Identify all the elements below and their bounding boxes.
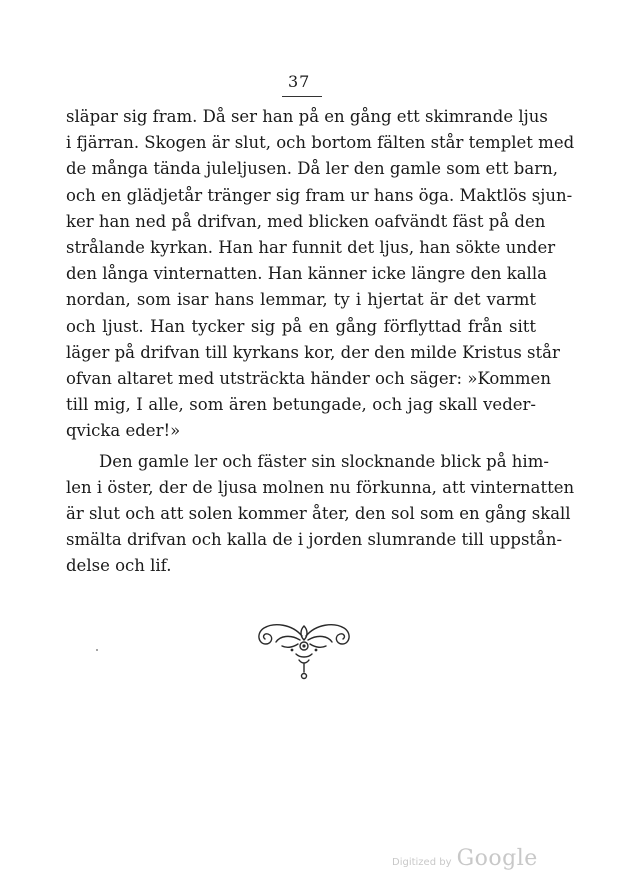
text-line: och en glädjetår tränger sig fram ur hans öga. Maktlös sjun-: [66, 185, 573, 205]
text-line: den långa vinternatten. Han känner icke längre den kalla: [66, 264, 547, 284]
text-line: och ljust. Han tycker sig på en gång förflyttad från sitt: [66, 316, 536, 336]
body-text: [66, 104, 575, 580]
watermark-brand: Google: [456, 846, 538, 871]
text-line: strålande kyrkan. Han har funnit det ljus, han sökte under: [66, 238, 556, 258]
text-line: len i öster, der de ljusa molnen nu förkunna, att vinternatten: [66, 477, 575, 497]
text-line: Den gamle ler och fäster sin slocknande blick på him-: [99, 451, 549, 471]
text-line: smälta drifvan och kalla de i jorden slumrande till uppstån-: [66, 530, 563, 550]
text-line: delse och lif.: [66, 556, 172, 576]
text-line: ofvan altaret med utsträckta händer och säger: »Kommen: [66, 369, 551, 389]
text-line: till mig, I alle, som ären betungade, och jag skall veder-: [66, 395, 536, 415]
page-speck: [96, 649, 98, 651]
text-line: är slut och att solen kommer åter, den sol som en gång skall: [66, 504, 571, 524]
text-line: ker han ned på drifvan, med blicken oafvändt fäst på den: [66, 211, 546, 231]
text-line: qvicka eder!»: [66, 421, 181, 441]
ornament-icon: [252, 618, 356, 682]
digitized-watermark: [392, 846, 538, 871]
text-line: de många tända juleljusen. Då ler den gamle som ett barn,: [66, 159, 558, 179]
text-line: i fjärran. Skogen är slut, och bortom fälten står templet med: [66, 133, 575, 153]
text-line: nordan, som isar hans lemmar, ty i hjertat är det varmt: [66, 290, 536, 310]
paragraph-one: [66, 104, 575, 445]
page-number: 37: [288, 72, 311, 91]
watermark-prefix: Digitized by: [392, 857, 452, 868]
text-line: släpar sig fram. Då ser han på en gång ett skimrande ljus: [66, 107, 548, 126]
text-line: läger på drifvan till kyrkans kor, der den milde Kristus står: [66, 342, 560, 362]
page-number-rule: [282, 96, 322, 97]
paragraph-two: [66, 449, 575, 580]
